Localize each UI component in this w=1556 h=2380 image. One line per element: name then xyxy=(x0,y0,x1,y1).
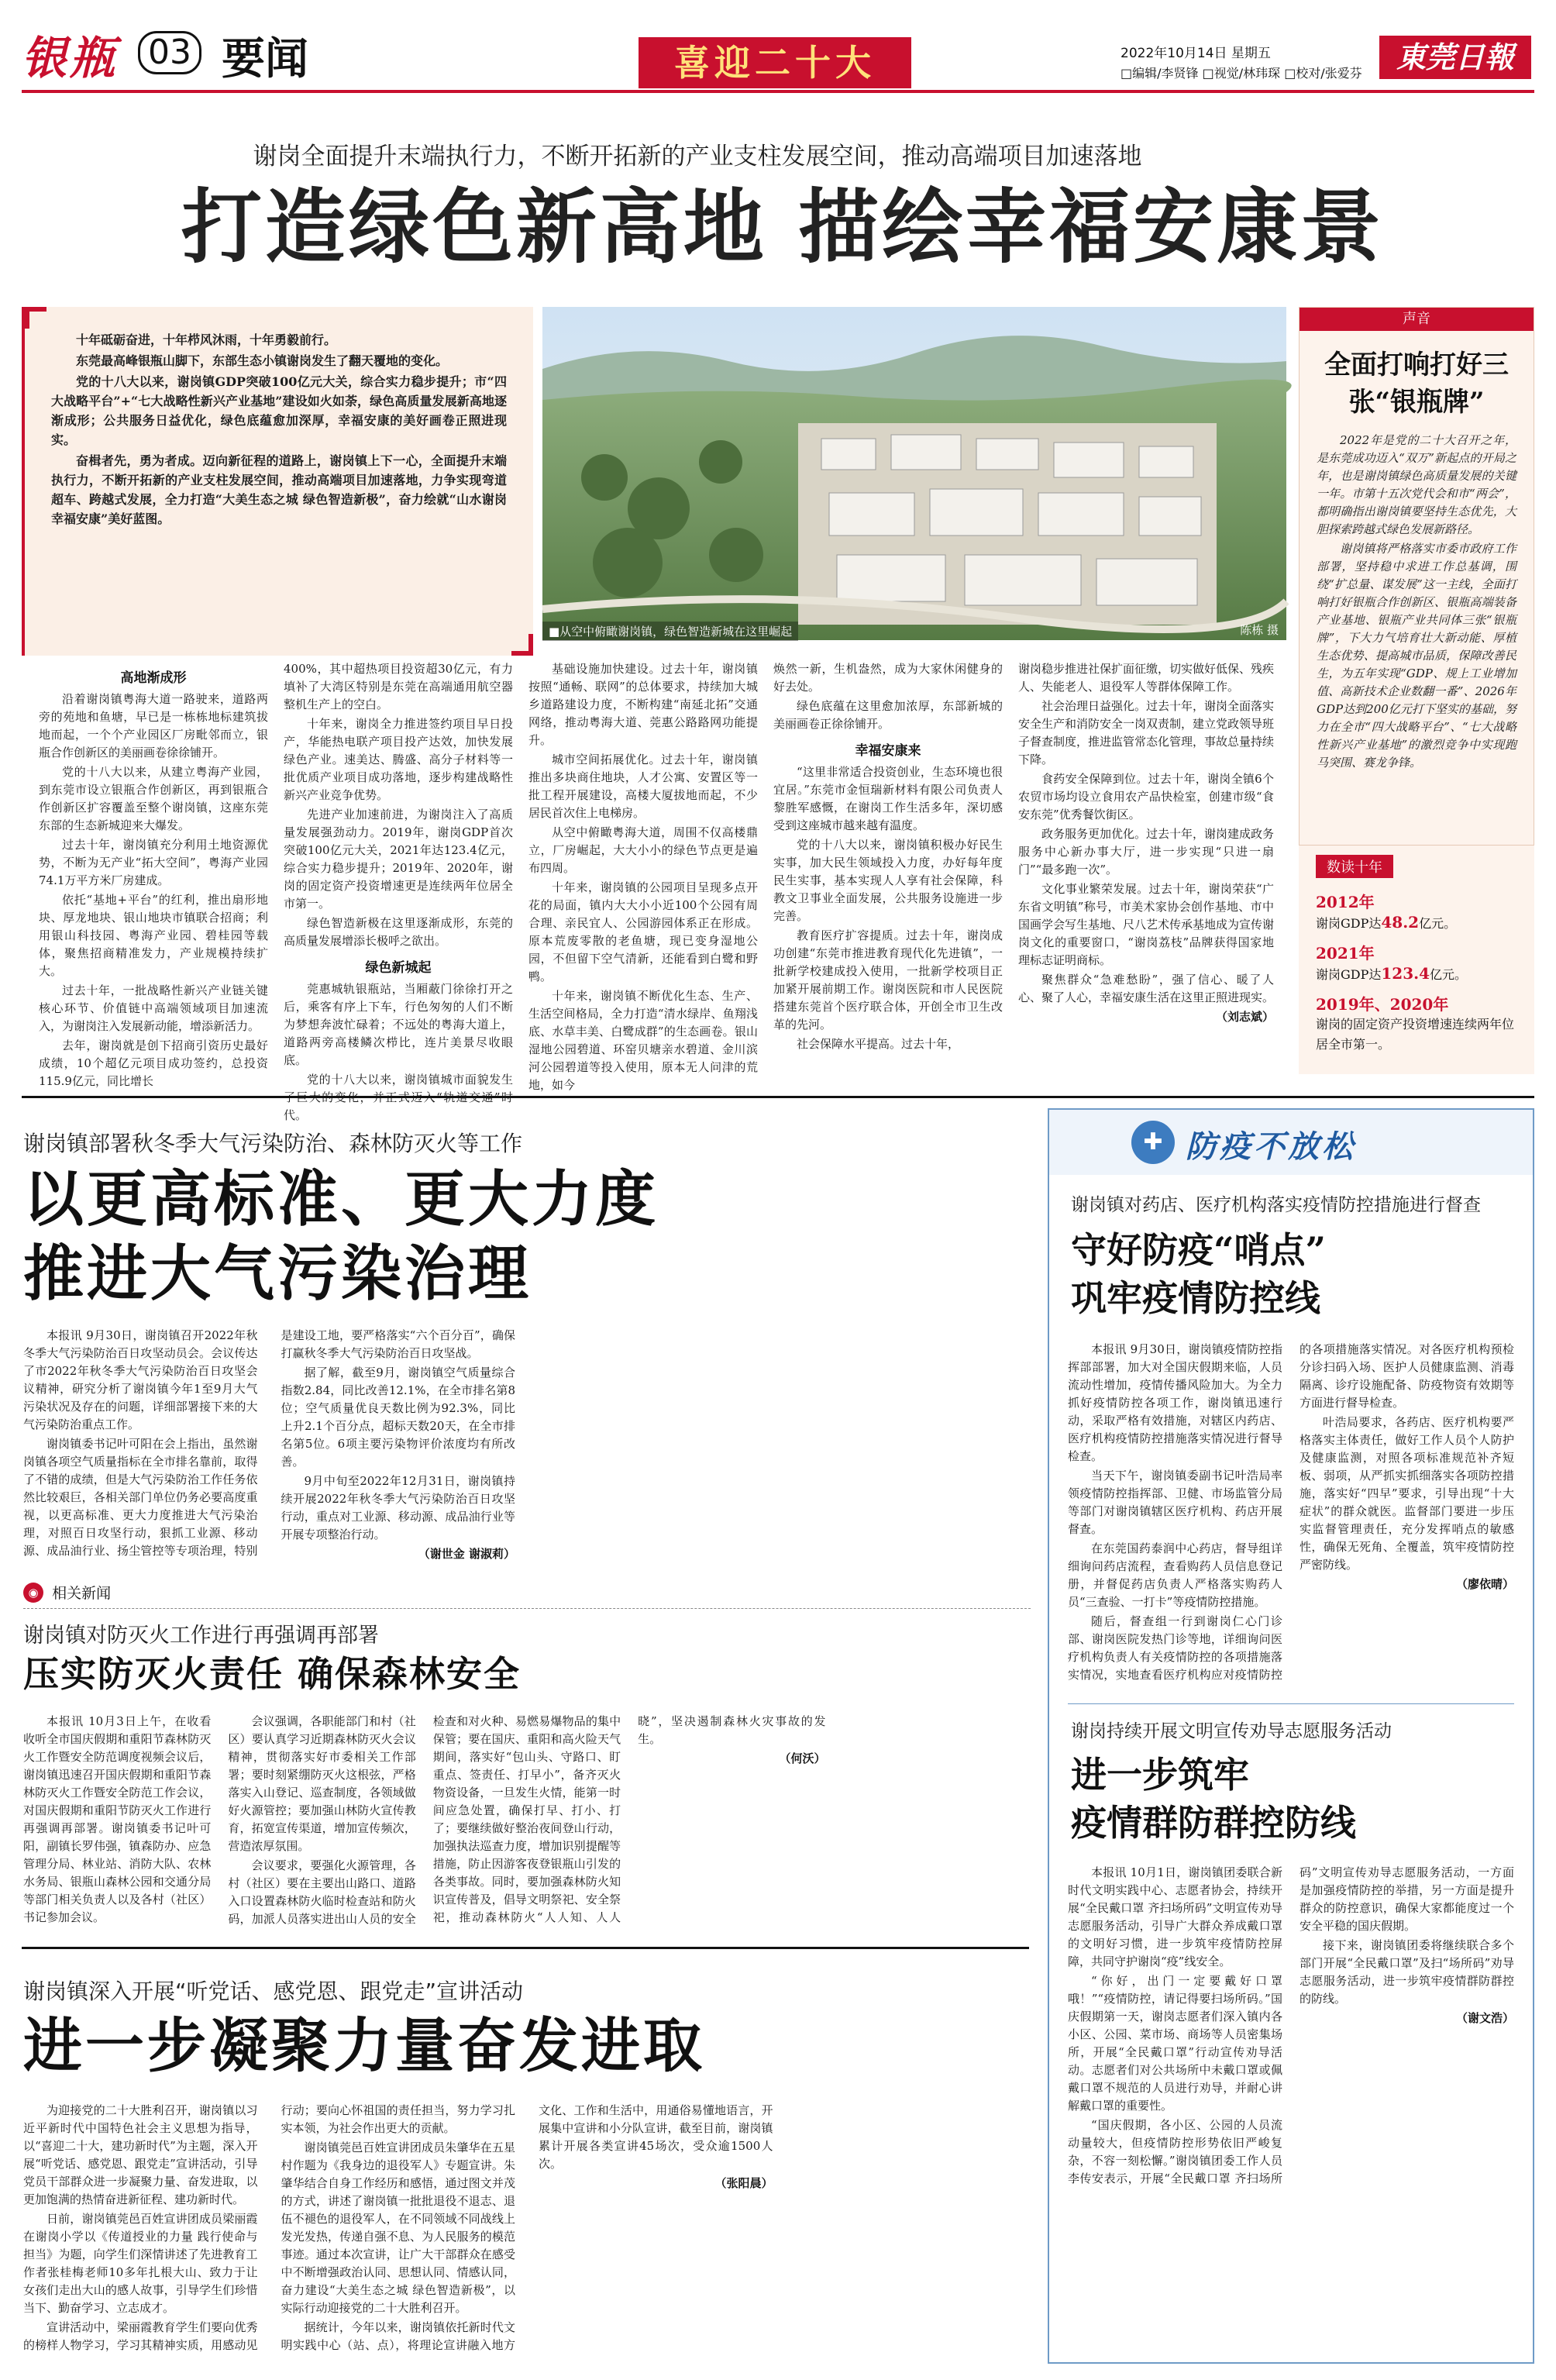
article1-column-4 xyxy=(773,660,1003,1077)
paragraph: 十年来，谢岗镇不断优化生态、生产、生活空间格局，全力打造“清水绿岸、鱼翔浅底、水草丰美、白鹭成群”的生态画卷。银山湿地公园碧道、环窑贝塘亲水碧道、金川滨河公园碧道等投入使用，原本无人问津的荒地，如今 xyxy=(528,989,758,1092)
intro-corner xyxy=(25,307,46,329)
paragraph: 绿色底蕴在这里愈加浓厚，东部新城的美丽画卷正徐徐铺开。 xyxy=(773,699,1003,731)
article1-kicker: 谢岗全面提升末端执行力，不断开拓新的产业支柱发展空间，推动高端项目加速落地 xyxy=(253,143,1142,170)
covid-divider xyxy=(1068,1703,1514,1704)
paragraph: 食药安全保障到位。过去十年，谢岗全镇6个农贸市场均设立食用农产品快检室，创建市级“食安东莞”优秀餐饮街区。 xyxy=(1018,772,1274,821)
section-divider xyxy=(22,1947,1029,1949)
intro-corner-br xyxy=(511,634,533,656)
covid-banner-text: 防疫不放松 xyxy=(1186,1128,1356,1165)
article3-kicker: 谢岗镇深入开展“听党话、感党恩、跟党走”宣讲活动 xyxy=(23,1979,524,2004)
article2-kicker: 谢岗镇部署秋冬季大气污染防治、森林防灭火等工作 xyxy=(23,1131,523,1156)
paragraph: 城市空间拓展优化。过去十年，谢岗镇推出多块商住地块，人才公寓、安置区等一批工程开展建设，高楼大厦拔地而起，不少居民首次住上电梯房。 xyxy=(528,753,758,820)
article2-headline-line1: 以更高标准、更大力度 xyxy=(23,1164,659,1235)
paragraph: 依托“基地+平台”的红利，推出扇形地块、厚龙地块、银山地块市镇联合招商；利用银山科技园、粤海产业园、碧桂园等载体，聚焦招商精准发力，产业规模持续扩大。 xyxy=(39,893,268,978)
paragraph: 聚焦群众“急难愁盼”，强了信心、暖了人心、聚了人心，幸福安康生活在这里正照进现实。 xyxy=(1018,973,1275,1004)
paragraph: 本报讯 9月30日，谢岗镇召开2022年秋冬季大气污染防治百日攻坚动员会。会议传达了市2022年秋冬季大气污染防治百日攻坚会议精神，研究分析了谢岗镇今年1至9月大气污染状况及存在的问题，详细部署接下来的大气污染防治重点工作。 xyxy=(23,1328,258,1431)
article3-body xyxy=(23,2102,1031,2358)
staff-line: □编辑/李贤锋 □视觉/林玮琛 □校对/张爱芬 xyxy=(1121,66,1362,81)
stat-year: 2021年 xyxy=(1316,944,1375,963)
stat-item xyxy=(1316,943,1517,985)
covid-headline-1 xyxy=(1071,1226,1511,1322)
paragraph: 社会保障水平提高。过去十年， xyxy=(797,1037,960,1051)
section-divider xyxy=(22,1096,1534,1098)
paragraph: 政务服务更加优化。过去十年，谢岗建成政务服务中心新办事大厅，进一步实现“只进一扇门”“最多跑一次”。 xyxy=(1018,827,1275,877)
paragraph: 据了解，截至9月，谢岗镇空气质量综合指数2.84，同比改善12.1%，在全市排名第8位；空气质量优良天数比例为92.3%，同比上升2.1个百分点，超标天数20天，在全市排名第5位。6项主要污染物评价浓度均有所改善。 xyxy=(281,1366,515,1469)
paragraph: 党的十八大以来，谢岗镇积极办好民生实事，加大民生领域投入力度，办好每年度民生实事，基本实现人人享有社会保障，科教文卫事业全面发展，公共服务设施进一步完善。 xyxy=(773,838,1003,923)
sidebar-paragraph: 2022年是党的二十大召开之年，是东莞成功迈入“双万”新起点的开局之年，也是谢岗镇绿色高质量发展的关键一年。市第十五次党代会和市“两会”，都明确指出谢岗镇要坚持生态优先，大胆探索跨越式绿色发展新路径。 xyxy=(1317,433,1516,536)
stat-text: 谢岗的固定资产投资增速连续两年位居全市第一。 xyxy=(1316,1017,1515,1052)
paragraph: 接下来，谢岗镇团委将继续联合多个部门开展“全民戴口罩”及扫“场所码”劝导志愿服务活动，进一步筑牢疫情群防群控的防线。 xyxy=(1300,1938,1514,2006)
article1-column-1 xyxy=(39,660,268,1088)
stat-year: 2019年、2020年 xyxy=(1316,995,1449,1014)
paragraph: 谢岗稳步推进社保扩面征缴，切实做好低保、残疾人、失能老人、退役军人等群体保障工作。 xyxy=(1018,662,1275,694)
stat-item xyxy=(1316,892,1517,934)
paragraph: 基础设施加快建设。过去十年，谢岗镇按照“通畅、联网”的总体要求，持续加大城乡道路建设力度，不断构建“南延北拓”交通网络，推动粤海大道、莞惠公路路网功能提升。 xyxy=(528,662,758,747)
article1-column-3 xyxy=(528,660,758,1092)
subheading: 高地渐成形 xyxy=(120,670,187,686)
paragraph: 9月中旬至2022年12月31日，谢岗镇持续开展2022年秋冬季大气污染防治百日攻坚行动，重点对工业源、移动源、成品油行业等开展专项整治行动。 xyxy=(281,1474,515,1541)
photo-credit: 陈栋 摄 xyxy=(1240,623,1279,637)
article1-intro-box xyxy=(22,307,533,656)
article1-column-2 xyxy=(284,660,513,1122)
covid-kicker-2: 谢岗持续开展文明宣传劝导志愿服务活动 xyxy=(1071,1721,1392,1741)
paragraph: 教育医疗扩容提质。过去十年，谢岗成功创建“东莞市推进教育现代化先进镇”，一批新学校建成投入使用，一批新学校项目正加紧开展前期工作。谢岗医院和市人民医院搭建东莞首个医疗联合体，开创全市卫生改革的先河。 xyxy=(773,928,1003,1032)
sidebar-title: 全面打响打好三张“银瓶牌” xyxy=(1324,350,1509,418)
article3-headline: 进一步凝聚力量奋发进取 xyxy=(23,2011,705,2080)
related-body xyxy=(23,1713,1031,1934)
paragraph: “这里非常适合投资创业，生态环境也很宜居。”东莞市金恒瑞新材料有限公司负责人黎胜军感慨，在谢岗工作生活多年，深切感受到这座城市越来越有温度。 xyxy=(773,765,1003,832)
photo-caption: ■从空中俯瞰谢岗镇，绿色智造新城在这里崛起 xyxy=(542,622,798,641)
stats-tag: 数读十年 xyxy=(1316,855,1393,878)
stat-number: 123.4 xyxy=(1381,964,1430,983)
section-logo: 银瓶 xyxy=(22,32,119,84)
covid-body-1 xyxy=(1068,1341,1514,1689)
section-name: 要闻 xyxy=(222,34,308,84)
article1-headline: 打造绿色新高地 描绘幸福安康景 xyxy=(181,179,1385,274)
paragraph: “国庆假期，各小区、公园的人员流动量较大，但疫情防控形势依旧严峻复杂，不容一刻松懈。”谢岗镇团委工作人员李传安表示，开展“全民戴口罩 齐扫场所码”文明宣传劝导志愿服务活动，一方面是加强疫情防控的举措，另一方面是提升群众的防控意识，确保大家都能度过一个安全平稳的国庆假期。 xyxy=(1068,1865,1514,2185)
stat-text: 谢岗GDP达 xyxy=(1316,967,1382,982)
related-headline: 压实防灭火责任 确保森林安全 xyxy=(23,1653,522,1695)
sidebar-paragraph: 谢岗镇将严格落实市委市政府工作部署，坚持稳中求进工作总基调，围绕“扩总量、谋发展”这一主线，全面打响打好银瓶合作创新区、银瓶高端装备产业基地、银瓶产业共同体三张“银瓶牌”，下大力气培育壮大新动能、厚植生态优势、提高城市品质，保障改善民生，为五年实现“GDP、规上工业增加值、高新技术企业数翻一番”、2026年GDP达到200亿元打下坚实的基础，努力在全市“四大战略平台”、“七大战略性新兴产业基地”的激烈竞争中实现跑马突围、赛龙争锋。 xyxy=(1317,542,1516,770)
paragraph: 本报讯 10月1日，谢岗镇团委联合新时代文明实践中心、志愿者协会，持续开展“全民戴口罩 齐扫场所码”文明宣传劝导志愿服务活动，引导广大群众养成戴口罩的文明好习惯，进一步筑牢疫情防控屏障，共同守护谢岗“疫”线安全。 xyxy=(1068,1865,1282,1968)
article2-headline-line2: 推进大气污染治理 xyxy=(23,1238,532,1309)
paragraph: 为迎接党的二十大胜利召开，谢岗镇以习近平新时代中国特色社会主义思想为指导，以“喜迎二十大，建功新时代”为主题，深入开展“听党话、感党恩、跟党走”宣讲活动，引导党员干部群众进一步凝聚力量、奋发进取，以更加饱满的热情奋进新征程、建功新时代。 xyxy=(23,2103,258,2206)
sidebar-tag: 声音 xyxy=(1300,308,1534,331)
covid-headline-2 xyxy=(1071,1751,1511,1847)
byline: （刘志斌） xyxy=(1215,1010,1274,1024)
covid-banner xyxy=(1049,1110,1533,1175)
paragraph: 党的十八大以来，从建立粤海产业园，到东莞市设立银瓶合作创新区，再到银瓶合作创新区扩容覆盖至整个谢岗镇，这座东莞东部的生态新城迎来大爆发。 xyxy=(39,765,268,832)
byline: （廖依晴） xyxy=(1455,1577,1514,1591)
stat-unit: 亿元。 xyxy=(1430,967,1468,982)
intro-paragraph: 党的十八大以来，谢岗镇GDP突破100亿元大关，综合实力稳步提升；市“四大战略平台”+“七大战略性新兴产业基地”建设如火如荼，绿色高质量发展新高地逐渐成形；公共服务日益优化，绿色底蕴愈加深厚，幸福安康的美好画卷正照进现实。 xyxy=(51,374,507,447)
byline: （谢文浩） xyxy=(1455,2011,1514,2025)
paragraph: 谢岗镇莞邑百姓宣讲团成员朱肇华在五星村作题为《我身边的退役军人》专题宣讲。朱肇华结合自身工作经历和感悟，通过图文并茂的方式，讲述了谢岗镇一批批退役不退志、退伍不褪色的退役军人，在不同领域不同战线上发光发热，传递自强不息、为人民服务的模范事迹。通过本次宣讲，让广大干部群众在感受中不断增强政治认同、思想认同、情感认同，奋力建设“大美生态之城 绿色智造新极”，以实际行动迎接党的二十大胜利召开。 xyxy=(281,2141,515,2315)
page-number: 03 xyxy=(138,31,201,74)
paragraph: 去年，谢岗就是创下招商引资历史最好成绩，10个超亿元项目成功签约，总投资115.9亿元，同比增长 xyxy=(39,1038,268,1088)
paragraph: 据统计，今年以来，谢岗镇依托新时代文明实践中心（站、点），将理论宣讲融入地方文化、工作和生活中，用通俗易懂地语言，开展集中宣讲和小分队宣讲，截至目前，谢岗镇累计开展各类宣讲45场次，受众逾1500人次。 xyxy=(281,2103,773,2352)
intro-paragraph: 东莞最高峰银瓶山脚下，东部生态小镇谢岗发生了翻天覆地的变化。 xyxy=(76,353,449,368)
paragraph: 会议要求，要强化火源管理，各村（社区）要在主要出山路口、道路入口设置森林防火临时检查站和防火码，加派人员落实进出山人员的安全检查和对火种、易燃易爆物品的集中保管；要在国庆、重阳和高火险天气期间，落实好“包山头、守路口、盯重点、签责任、打早小”，备齐灭火物资设备，一旦发生火情，能第一时间应急处置，确保打早、打小、打了；要继续做好整治夜间登山行动，加强执法巡查力度，增加识别提醒等措施，防止因游客夜登银瓶山引发的各类事故。同时，要加强森林防火知识宣传普及，倡导文明祭祀、安全祭祀，推动森林防火“人人知、人人晓”，坚决遏制森林火灾事故的发生。 xyxy=(228,1714,826,1926)
aerial-photo xyxy=(542,307,1286,640)
related-icon: ◉ xyxy=(23,1583,43,1603)
paragraph: 从空中俯瞰粤海大道，周围不仅高楼鼎立，厂房崛起，大大小小的绿色节点更是遍布四周。 xyxy=(528,825,758,875)
covid-body-2 xyxy=(1068,1864,1514,2197)
paragraph: 宣讲活动中，梁丽霞教育学生们要向优秀的榜样人物学习，学习其精神实质，用感动见行动；要向心怀祖国的责任担当，努力学习扎实本领，为社会作出更大的贡献。 xyxy=(23,2103,515,2352)
paragraph: 400%，其中超热项目投资超30亿元，有力填补了大湾区特别是东莞在高端通用航空器整机生产上的空白。 xyxy=(284,662,513,711)
paragraph: 日前，谢岗镇莞邑百姓宣讲团成员梁丽霞在谢岗小学以《传道授业的力量 践行使命与担当》为题，向学生们深情讲述了先进教育工作者张桂梅老师10多年扎根大山、致力于让女孩们走出大山的感人故事，引导学生们珍惜当下、勤奋学习、立志成才。 xyxy=(23,2212,258,2315)
paragraph: 社会治理日益强化。过去十年，谢岗全面落实安全生产和消防安全一岗双责制，建立党政领导班子督查制度，推进监管常态化管理，事故总量持续下降。 xyxy=(1018,699,1275,766)
related-kicker: 谢岗镇对防灭火工作进行再强调再部署 xyxy=(23,1624,379,1648)
paragraph: 随后，督查组一行到谢岗仁心门诊部、谢岗医院发热门诊等地，详细询问医疗机构负责人有关疫情防控的各项措施落实情况，实地查看医疗机构应对疫情防控的各项措施落实情况。对各医疗机构预检分诊扫码入场、医护人员健康监测、消毒隔离、诊疗设施配备、防疫物资有效期等方面进行督导检查。 xyxy=(1068,1342,1514,1682)
paragraph: 当天下午，谢岗镇委副书记叶浩局率领疫情防控指挥部、卫健、市场监管分局等部门对谢岗镇辖区医疗机构、药店开展督查。 xyxy=(1068,1469,1282,1536)
issue-date: 2022年10月14日 星期五 xyxy=(1121,46,1271,61)
paragraph: 莞惠城轨银瓶站，当厢蔽门徐徐打开之后，乘客有序上下车，行色匆匆的人们不断为梦想奔波忙碌着；不远处的粤海大道上，道路两旁高楼鳞次栉比，连片美景尽收眼底。 xyxy=(284,982,513,1067)
covid-headline-2-line1: 进一步筑牢 xyxy=(1071,1754,1249,1796)
byline: （张阳晨） xyxy=(714,2176,773,2190)
covid-headline-1-line2: 巩牢疫情防控线 xyxy=(1071,1277,1320,1319)
masthead xyxy=(0,0,1556,98)
paragraph: 会议强调，各职能部门和村（社区）要认真学习近期森林防灭火会议精神，贯彻落实好市委相关工作部署；要时刻紧绷防灭火这根弦，严格落实入山登记、巡查制度，各领域做好火源管控；要加强山林防火宣传教育，拓宽宣传渠道，增加宣传频次，营造浓厚氛围。 xyxy=(228,1714,416,1853)
paragraph: 焕然一新，生机盎然，成为大家休闲健身的好去处。 xyxy=(773,662,1003,694)
article1-column-5 xyxy=(1018,660,1274,1077)
doctor-icon: ✚ xyxy=(1131,1121,1175,1164)
paragraph: 本报讯 9月30日，谢岗镇疫情防控指挥部部署，加大对全国庆假期来临，人员流动性增加，疫情传播风险加大。为全力抓好疫情防控各项工作，谢岗镇迅速行动，采取严格有效措施，对辖区内药店、医疗机构疫情防控措施落实情况进行督导检查。 xyxy=(1068,1342,1282,1463)
paragraph: 绿色智造新极在这里逐渐成形，东莞的高质量发展增添长极呼之欲出。 xyxy=(284,916,513,948)
covid-headline-2-line2: 疫情群防群控防线 xyxy=(1071,1802,1356,1844)
paragraph: 过去十年，一批战略性新兴产业链关键核心环节、价值链中高端领域项目加速流入，为谢岗注入发展新动能，增添新活力。 xyxy=(39,983,268,1033)
paragraph: 在东莞国药泰润中心药店，督导组详细询问药店流程，查看购药人员信息登记册，并督促药店负责人严格落实购药人员“三查验、一打卡”等疫情防控措施。 xyxy=(1068,1541,1282,1609)
paragraph: 谢岗镇委书记叶可阳在会上指出，虽然谢岗镇各项空气质量指标在全市排名靠前，取得了不错的成绩，但是大气污染防治工作任务依然比较艰巨，各相关部门单位仍务必要高度重视，以更高标准、更大力度推进大气污染治理，对照百日攻坚行动，狠抓工业源、移动源、成品油行业、扬尘管控等专项治理，特别是建设工地，要严格落实“六个百分百”，确保打赢秋冬季大气污染防治百日攻坚战。 xyxy=(23,1328,515,1558)
article2-body xyxy=(23,1327,1031,1575)
stats-box xyxy=(1299,845,1534,1074)
article2-headline xyxy=(23,1162,1031,1311)
stat-unit: 亿元。 xyxy=(1419,916,1457,931)
covid-box xyxy=(1048,1108,1534,2364)
intro-paragraph: 奋楫者先，勇为者成。迈向新征程的道路上，谢岗镇上下一心，全面提升末端执行力，不断开拓新的产业支柱发展空间，推动高端项目加速落地，力争实现弯道超车、跨越式发展，全力打造“大美生态之城 绿色智造新极”，奋力绘就“山水谢岗 幸福安康”美好蓝图。 xyxy=(51,453,507,526)
paragraph: 叶浩局要求，各药店、医疗机构要严格落实主体责任，做好工作人员个人防护及健康监测，对照各项标准规范补齐短板、弱项，从严抓实抓细落实各项防控措施，落实好“四早”要求，引导出现“十大症状”的群众就医。监督部门要进一步压实监督管理责任，充分发挥哨点的敏感性，确保无死角、全覆盖，筑牢疫情防控严密防线。 xyxy=(1300,1415,1514,1572)
paragraph: 党的十八大以来，谢岗镇城市面貌发生 代。 xyxy=(284,1073,513,1122)
subheading: 幸福安康来 xyxy=(855,743,921,759)
byline: （谢世金 谢淑莉） xyxy=(418,1547,515,1561)
sidebar-body xyxy=(1300,432,1534,772)
paper-logo: 東莞日報 xyxy=(1379,36,1531,79)
stat-year: 2012年 xyxy=(1316,893,1375,911)
paragraph: 沿着谢岗镇粤海大道一路驶来，道路两旁的苑地和鱼塘，早已是一栋栋地标建筑拔地而起，一个个产业园区厂房毗邻而立，银瓶合作创新区的美丽画卷徐徐铺开。 xyxy=(39,692,268,759)
related-label: 相关新闻 xyxy=(52,1585,112,1602)
aerial-photo-image xyxy=(542,307,1286,640)
related-tag xyxy=(23,1583,1031,1609)
subheading: 绿色新城起 xyxy=(365,960,432,976)
paragraph: 过去十年，谢岗镇充分利用土地资源优势，不断为无产业“拓大空间”，粤海产业园74.1万平方米厂房建成。 xyxy=(39,838,268,887)
covid-kicker-1: 谢岗镇对药店、医疗机构落实疫情防控措施进行督查 xyxy=(1071,1195,1481,1215)
paragraph: 十年来，谢岗镇的公园项目呈现多点开花的局面，镇内大大小小近100个公园有周合理、亲民宜人、公园游园体系正在形成。原本荒废零散的老鱼塘，现已变身湿地公园，不但留下空气清新，还能看到白鹭和野鸭。 xyxy=(528,880,758,983)
stat-item xyxy=(1316,994,1517,1055)
paragraph: “你好，出门一定要戴好口罩哦！”“疫情防控，请记得要扫场所码。”国庆假期第一天，谢岗志愿者们深入镇内各小区、公园、菜市场、商场等人员密集场所，开展“全民戴口罩”行动宣传劝导活动。志愿者们对公共场所中未戴口罩或佩戴口罩不规范的人员进行劝导，并耐心讲解戴口罩的重要性。 xyxy=(1068,1974,1282,2113)
stat-text: 谢岗GDP达 xyxy=(1316,916,1382,931)
banner-tag: 喜迎二十大 xyxy=(639,37,911,88)
paragraph: 本报讯 10月3日上午，在收看收听全市国庆假期和重阳节森林防灭火工作暨安全防范调度视频会议后，谢岗镇迅速召开国庆假期和重阳节森林防灭火工作暨安全防范工作会议，对国庆假期和重阳节防灭火工作进行再强调再部署。谢岗镇委书记叶可阳，副镇长罗伟强，镇森防办、应急管理分局、林业站、消防大队、农林水务局、银瓶山森林公园和交通分局等部门相关负责人以及各村（社区）书记参加会议。 xyxy=(23,1714,212,1924)
stat-number: 48.2 xyxy=(1381,913,1420,932)
byline: （何沃） xyxy=(779,1751,826,1765)
paragraph: 十年来，谢岗全力推进签约项目早日投产，华能热电联产项目投产达效，加快发展绿色产业。速美达、腾盛、高分子材料等一批优质产业项目成功落地，逐步构建战略性新兴产业竞争优势。 xyxy=(284,717,513,802)
paragraph: 先进产业加速前进，为谢岗注入了高质量发展强劲动力。2019年，谢岗GDP首次突破100亿元大关，2021年达123.4亿元，综合实力稳步提升；2019年、2020年，谢岗的固定资产投资增速更是连续两年位居全市第一。 xyxy=(284,808,513,911)
covid-headline-1-line1: 守好防疫“哨点” xyxy=(1071,1229,1326,1271)
intro-paragraph: 十年砥砺奋进，十年栉风沐雨，十年勇毅前行。 xyxy=(76,332,337,347)
paragraph: 文化事业繁荣发展。过去十年，谢岗荣获“广东省文明镇”称号，市美术家协会创作基地、市中国画学会写生基地、尺八艺术传承基地成为宣传谢岗文化的重要窗口，“谢岗荔枝”品牌获得国家地理标志证明商标。 xyxy=(1018,882,1275,967)
